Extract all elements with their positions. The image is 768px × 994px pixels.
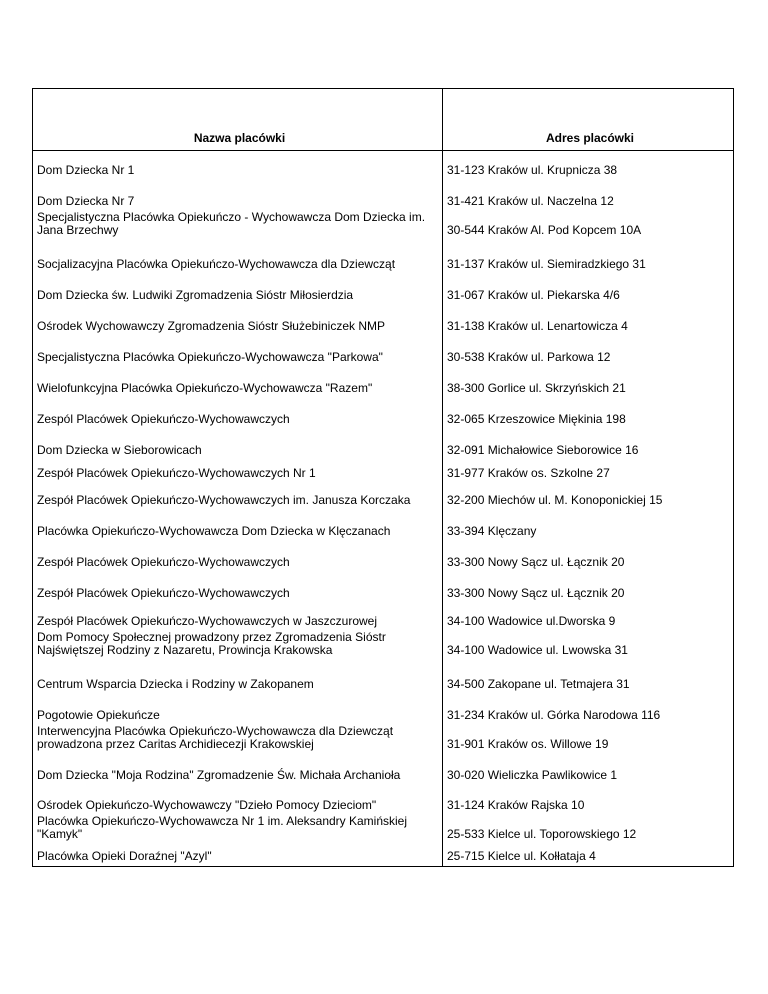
table-row bbox=[33, 398, 734, 429]
facility-address bbox=[443, 572, 734, 603]
facility-name bbox=[33, 274, 443, 305]
facility-address-text: 31-124 Kraków Rajska 10 bbox=[447, 798, 585, 812]
facility-name bbox=[33, 844, 443, 867]
facility-address bbox=[443, 694, 734, 725]
facility-name-text: Dom Dziecka Nr 1 bbox=[37, 163, 135, 177]
header-address: Adres placówki bbox=[443, 89, 734, 151]
table-row bbox=[33, 460, 734, 483]
facility-address-text: 34-100 Wadowice ul. Lwowska 31 bbox=[447, 643, 628, 657]
facility-address bbox=[443, 151, 734, 181]
facility-name bbox=[33, 572, 443, 603]
facility-address-text: 31-421 Kraków ul. Naczelna 12 bbox=[447, 194, 614, 208]
facility-address bbox=[443, 483, 734, 510]
table-row bbox=[33, 180, 734, 211]
facility-address-text: 31-901 Kraków os. Willowe 19 bbox=[447, 737, 609, 751]
table-row bbox=[33, 844, 734, 867]
facility-address bbox=[443, 725, 734, 754]
table-row bbox=[33, 367, 734, 398]
facility-address-text: 31-123 Kraków ul. Krupnicza 38 bbox=[447, 163, 618, 177]
facility-address bbox=[443, 660, 734, 694]
facility-address bbox=[443, 510, 734, 541]
facility-address-text: 32-200 Miechów ul. M. Konoponickiej 15 bbox=[447, 493, 663, 507]
facility-address bbox=[443, 211, 734, 240]
table-row bbox=[33, 336, 734, 367]
facility-address-text: 31-067 Kraków ul. Piekarska 4/6 bbox=[447, 288, 620, 302]
facility-address-text: 33-300 Nowy Sącz ul. Łącznik 20 bbox=[447, 586, 625, 600]
facility-address bbox=[443, 240, 734, 274]
facility-name bbox=[33, 398, 443, 429]
header-name: Nazwa placówki bbox=[33, 89, 443, 151]
facility-name-text: Zespół Placówek Opiekuńczo-Wychowawczych Nr 1 bbox=[37, 466, 316, 480]
facility-name-text: Specjalistyczna Placówka Opiekuńczo-Wychowawcza "Parkowa" bbox=[37, 350, 383, 364]
table-row bbox=[33, 572, 734, 603]
facility-address bbox=[443, 305, 734, 336]
facility-name bbox=[33, 694, 443, 725]
table-row bbox=[33, 541, 734, 572]
facility-name bbox=[33, 336, 443, 367]
table-row bbox=[33, 815, 734, 844]
facility-name-text: Interwencyjna Placówka Opiekuńczo-Wychowawcza dla Dziewcząt prowadzona przez Caritas Archidiecezji Krakowskiej bbox=[37, 724, 394, 751]
facility-address bbox=[443, 180, 734, 211]
facility-name bbox=[33, 725, 443, 754]
table-row bbox=[33, 754, 734, 785]
facility-address-text: 30-538 Kraków ul. Parkowa 12 bbox=[447, 350, 611, 364]
table-row bbox=[33, 603, 734, 631]
facility-name bbox=[33, 603, 443, 631]
facility-address-text: 31-234 Kraków ul. Górka Narodowa 116 bbox=[447, 708, 661, 722]
facilities-table bbox=[32, 88, 734, 867]
facility-address-text: 31-977 Kraków os. Szkolne 27 bbox=[447, 466, 610, 480]
facility-name-text: Zespół Placówek Opiekuńczo-Wychowawczych im. Janusza Korczaka bbox=[37, 493, 411, 507]
facility-name bbox=[33, 211, 443, 240]
facility-address bbox=[443, 367, 734, 398]
facility-name bbox=[33, 240, 443, 274]
facility-address-text: 30-020 Wieliczka Pawlikowice 1 bbox=[447, 768, 618, 782]
facility-name bbox=[33, 815, 443, 844]
facility-name bbox=[33, 631, 443, 660]
facility-name-text: Zespół Placówek Opiekuńczo-Wychowawczych bbox=[37, 555, 290, 569]
table-row bbox=[33, 631, 734, 660]
table-row bbox=[33, 510, 734, 541]
facility-address bbox=[443, 815, 734, 844]
facility-name-text: Placówka Opieki Doraźnej "Azyl" bbox=[37, 849, 212, 863]
facility-name bbox=[33, 541, 443, 572]
facility-name bbox=[33, 754, 443, 785]
table-row bbox=[33, 429, 734, 460]
facility-name-text: Centrum Wsparcia Dziecka i Rodziny w Zakopanem bbox=[37, 677, 314, 691]
facility-name-text: Wielofunkcyjna Placówka Opiekuńczo-Wychowawcza "Razem" bbox=[37, 381, 373, 395]
facility-name bbox=[33, 367, 443, 398]
table-row bbox=[33, 660, 734, 694]
facility-name-text: Dom Pomocy Społecznej prowadzony przez Zgromadzenia Sióstr Najświętszej Rodziny z Nazaretu, Prowincja Krakowska bbox=[37, 630, 386, 657]
facility-name bbox=[33, 151, 443, 181]
facility-name-text: Dom Dziecka "Moja Rodzina" Zgromadzenie Św. Michała Archanioła bbox=[37, 768, 401, 782]
table-row bbox=[33, 240, 734, 274]
facility-address-text: 34-100 Wadowice ul.Dworska 9 bbox=[447, 614, 616, 628]
facility-name-text: Zespół Placówek Opiekuńczo-Wychowawczych w Jaszczurowej bbox=[37, 614, 378, 628]
facility-address bbox=[443, 398, 734, 429]
facility-name bbox=[33, 305, 443, 336]
facility-address-text: 25-715 Kielce ul. Kołłataja 4 bbox=[447, 849, 596, 863]
facility-name-text: Pogotowie Opiekuńcze bbox=[37, 708, 160, 722]
facility-name bbox=[33, 483, 443, 510]
table-row bbox=[33, 151, 734, 181]
facility-name-text: Zespół Placówek Opiekuńczo-Wychowawczych bbox=[37, 586, 290, 600]
facility-name bbox=[33, 460, 443, 483]
facility-address bbox=[443, 336, 734, 367]
facility-name bbox=[33, 429, 443, 460]
facility-address bbox=[443, 541, 734, 572]
facility-address-text: 33-300 Nowy Sącz ul. Łącznik 20 bbox=[447, 555, 625, 569]
facility-address bbox=[443, 274, 734, 305]
facility-address-text: 34-500 Zakopane ul. Tetmajera 31 bbox=[447, 677, 630, 691]
table-row bbox=[33, 211, 734, 240]
table-row bbox=[33, 725, 734, 754]
facility-address-text: 31-137 Kraków ul. Siemiradzkiego 31 bbox=[447, 257, 646, 271]
table-row bbox=[33, 274, 734, 305]
facility-name-text: Zespól Placówek Opiekuńczo-Wychowawczych bbox=[37, 412, 290, 426]
table-row bbox=[33, 305, 734, 336]
facility-address bbox=[443, 429, 734, 460]
facility-address-text: 32-065 Krzeszowice Miękinia 198 bbox=[447, 412, 626, 426]
facility-name-text: Dom Dziecka w Sieborowicach bbox=[37, 443, 202, 457]
facility-name-text: Ośrodek Opiekuńczo-Wychowawczy "Dzieło Pomocy Dzieciom" bbox=[37, 798, 377, 812]
facility-address-text: 31-138 Kraków ul. Lenartowicza 4 bbox=[447, 319, 628, 333]
table-row bbox=[33, 483, 734, 510]
facility-name bbox=[33, 510, 443, 541]
table-row bbox=[33, 785, 734, 815]
facility-name-text: Dom Dziecka św. Ludwiki Zgromadzenia Sióstr Miłosierdzia bbox=[37, 288, 354, 302]
facility-address-text: 25-533 Kielce ul. Toporowskiego 12 bbox=[447, 827, 637, 841]
facility-name-text: Placówka Opiekuńczo-Wychowawcza Dom Dziecka w Klęczanach bbox=[37, 524, 391, 538]
facility-name-text: Placówka Opiekuńczo-Wychowawcza Nr 1 im. Aleksandry Kamińskiej "Kamyk" bbox=[37, 814, 408, 841]
table-header-row bbox=[33, 89, 734, 151]
facility-name bbox=[33, 785, 443, 815]
facility-name bbox=[33, 180, 443, 211]
facility-name-text: Dom Dziecka Nr 7 bbox=[37, 194, 135, 208]
facility-address bbox=[443, 603, 734, 631]
facility-address-text: 32-091 Michałowice Sieborowice 16 bbox=[447, 443, 639, 457]
facility-name-text: Ośrodek Wychowawczy Zgromadzenia Sióstr Służebiniczek NMP bbox=[37, 319, 386, 333]
table-body bbox=[33, 151, 734, 867]
facility-address bbox=[443, 460, 734, 483]
table-row bbox=[33, 694, 734, 725]
facility-address-text: 30-544 Kraków Al. Pod Kopcem 10A bbox=[447, 223, 642, 237]
facility-address-text: 33-394 Klęczany bbox=[447, 524, 537, 538]
facility-address bbox=[443, 631, 734, 660]
facility-name-text: Specjalistyczna Placówka Opiekuńczo - Wychowawcza Dom Dziecka im. Jana Brzechwy bbox=[37, 210, 426, 237]
facility-address bbox=[443, 785, 734, 815]
facility-address bbox=[443, 754, 734, 785]
facility-name-text: Socjalizacyjna Placówka Opiekuńczo-Wychowawcza dla Dziewcząt bbox=[37, 257, 396, 271]
facility-name bbox=[33, 660, 443, 694]
facility-address-text: 38-300 Gorlice ul. Skrzyńskich 21 bbox=[447, 381, 626, 395]
facility-address bbox=[443, 844, 734, 867]
